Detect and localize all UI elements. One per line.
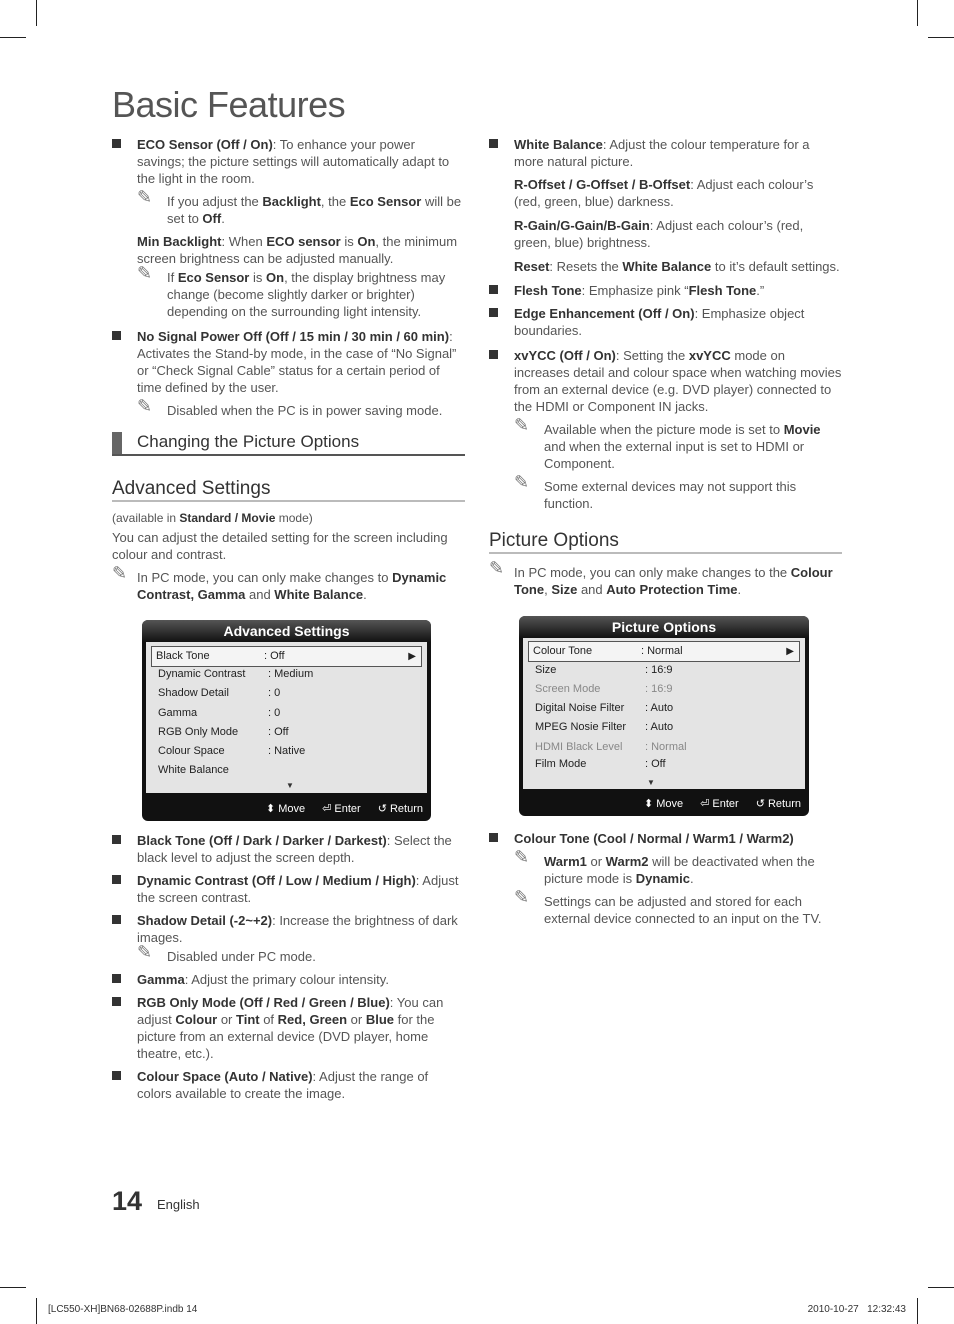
pencil-icon: ✎: [514, 415, 530, 436]
osd-row: HDMI Black Level : Normal: [535, 741, 687, 753]
left-column-top: [112, 136, 465, 425]
osd-row: Screen Mode : 16:9: [535, 683, 673, 695]
left-column-bullets: [112, 832, 465, 1108]
down-arrow-icon: ▼: [286, 781, 294, 790]
osd-row[interactable]: Size : 16:9: [535, 664, 673, 676]
advanced-settings-osd: [142, 620, 431, 821]
osd-row[interactable]: MPEG Nosie Filter : Auto: [535, 721, 674, 733]
osd-row[interactable]: RGB Only Mode : Off: [158, 726, 289, 738]
timestamp: 2010-10-27 12:32:43: [807, 1304, 906, 1315]
list-item: Black Tone (Off / Dark / Darker / Darkest): Select the black level to adjust the screen depth.: [112, 832, 465, 866]
osd-title: Picture Options: [519, 616, 809, 638]
pencil-icon: ✎: [112, 563, 128, 584]
colour-tone-section: [489, 830, 842, 933]
crop-mark: [928, 37, 954, 38]
return-icon: ↺: [755, 798, 765, 810]
crop-mark: [917, 0, 918, 26]
section-heading: Picture Options: [489, 532, 842, 554]
crop-mark: [36, 1298, 37, 1324]
osd-row[interactable]: Film Mode : Off: [535, 758, 666, 770]
move-icon: ⬍: [643, 798, 654, 810]
osd-row-colour-tone[interactable]: Colour Tone : Normal ▶: [528, 641, 800, 662]
page-title: Basic Features: [112, 84, 346, 125]
list-item: White Balance: Adjust the colour temperature for a more natural picture.: [489, 136, 842, 170]
note: ✎ In PC mode, you can only make changes to the Colour Tone, Size and Auto Protection Time.: [489, 558, 833, 597]
note: ✎ If Eco Sensor is On, the display brightness may change (become slightly darker or brighter) depending on the surrounding light intensity.: [137, 263, 446, 319]
list-item: Dynamic Contrast (Off / Low / Medium / High): Adjust the screen contrast.: [112, 872, 465, 906]
note: ✎ Warm1 or Warm2 will be deactivated when the picture mode is Dynamic.: [514, 847, 815, 886]
crop-mark: [928, 1287, 954, 1288]
right-column-top: [489, 136, 842, 518]
list-item: No Signal Power Off (Off / 15 min / 30 min / 60 min): Activates the Stand-by mode, in the case of “No Signal” or “Check Signal Cable” status for a certain period of time defined by the user.: [112, 328, 465, 396]
note: ✎ If you adjust the Backlight, the Eco Sensor will be set to Off.: [137, 187, 462, 226]
language-label: English: [157, 1197, 200, 1212]
move-icon: ⬍: [265, 803, 276, 815]
note: ✎ Available when the picture mode is set to Movie and when the external input is set to HDMI or Component.: [514, 415, 821, 471]
pencil-icon: ✎: [137, 942, 153, 963]
list-item: Gamma: Adjust the primary colour intensity.: [112, 971, 465, 988]
return-icon: ↺: [377, 803, 387, 815]
note: ✎ Disabled under PC mode.: [137, 942, 316, 964]
note: ✎ Settings can be adjusted and stored for each external device connected to an input on the TV.: [514, 887, 822, 926]
list-item: ECO Sensor (Off / On): To enhance your power savings; the picture settings will automatically adapt to the light in the room.: [112, 136, 465, 187]
crop-mark: [0, 1287, 26, 1288]
file-info: [LC550-XH]BN68-02688P.indb 14: [48, 1304, 198, 1315]
osd-footer: ⬍ Move ⏎ Enter ↺ Return: [265, 803, 423, 815]
note: ✎ Disabled when the PC is in power saving mode.: [137, 396, 443, 418]
r-offset-text: R-Offset / G-Offset / B-Offset: Adjust each colour’s (red, green, blue) darkness.: [514, 177, 814, 209]
crop-mark: [0, 37, 26, 38]
list-item: RGB Only Mode (Off / Red / Green / Blue): You can adjust Colour or Tint of Red, Green or Blue for the picture from an external device (DVD player, home theatre, etc.).: [112, 994, 465, 1062]
pencil-icon: ✎: [489, 558, 505, 579]
osd-row[interactable]: Colour Space : Native: [158, 745, 306, 757]
osd-footer: ⬍ Move ⏎ Enter ↺ Return: [643, 798, 801, 810]
right-arrow-icon: ▶: [786, 646, 794, 657]
list-item: Edge Enhancement (Off / On): Emphasize object boundaries.: [489, 305, 842, 339]
list-item: xvYCC (Off / On): Setting the xvYCC mode on increases detail and colour space when watching movies from an external device (e.g. DVD player) connected to the HDMI or Component IN jacks.: [489, 347, 842, 415]
osd-row[interactable]: Shadow Detail : 0: [158, 687, 281, 699]
picture-options-osd: [519, 616, 809, 816]
list-item: Shadow Detail (-2~+2): Increase the brightness of dark images.: [112, 912, 465, 946]
advanced-section: [112, 480, 465, 609]
crop-mark: [36, 0, 37, 26]
crop-mark: [917, 1298, 918, 1324]
pencil-icon: ✎: [514, 472, 530, 493]
page-number: 14: [112, 1186, 143, 1216]
osd-row[interactable]: Dynamic Contrast : Medium: [158, 668, 314, 680]
pencil-icon: ✎: [514, 887, 530, 908]
list-item: Colour Tone (Cool / Normal / Warm1 / Warm2): [489, 830, 842, 847]
enter-icon: ⏎: [700, 798, 710, 810]
pencil-icon: ✎: [137, 187, 153, 208]
availability-text: (available in Standard / Movie mode): [112, 511, 313, 525]
osd-row[interactable]: Digital Noise Filter : Auto: [535, 702, 674, 714]
osd-row-black-tone[interactable]: Black Tone : Off ▶: [151, 646, 422, 667]
picture-options-section: [489, 532, 842, 604]
note: ✎ In PC mode, you can only make changes to Dynamic Contrast, Gamma and White Balance.: [112, 563, 447, 602]
pencil-icon: ✎: [137, 396, 153, 417]
note: ✎ Some external devices may not support this function.: [514, 472, 797, 511]
enter-icon: ⏎: [322, 803, 332, 815]
osd-row[interactable]: Gamma : 0: [158, 707, 281, 719]
right-arrow-icon: ▶: [408, 651, 416, 662]
pencil-icon: ✎: [514, 847, 530, 868]
osd-title: Advanced Settings: [142, 620, 431, 642]
osd-row[interactable]: White Balance: [158, 764, 229, 776]
r-gain-text: R-Gain/G-Gain/B-Gain: Adjust each colour’s (red, green, blue) brightness.: [514, 218, 804, 250]
list-item: Colour Space (Auto / Native): Adjust the range of colors available to create the image.: [112, 1068, 465, 1102]
down-arrow-icon: ▼: [647, 778, 655, 787]
pencil-icon: ✎: [137, 263, 153, 284]
list-item: Flesh Tone: Emphasize pink “Flesh Tone.”: [489, 282, 842, 299]
section-subheading: Changing the Picture Options: [112, 430, 465, 456]
reset-text: Reset: Resets the White Balance to it’s default settings.: [514, 259, 840, 274]
intro-text: You can adjust the detailed setting for the screen including colour and contrast.: [112, 530, 448, 562]
section-heading: Advanced Settings: [112, 480, 465, 502]
min-backlight-text: Min Backlight: When ECO sensor is On, the minimum screen brightness can be adjusted manually.: [137, 234, 458, 266]
